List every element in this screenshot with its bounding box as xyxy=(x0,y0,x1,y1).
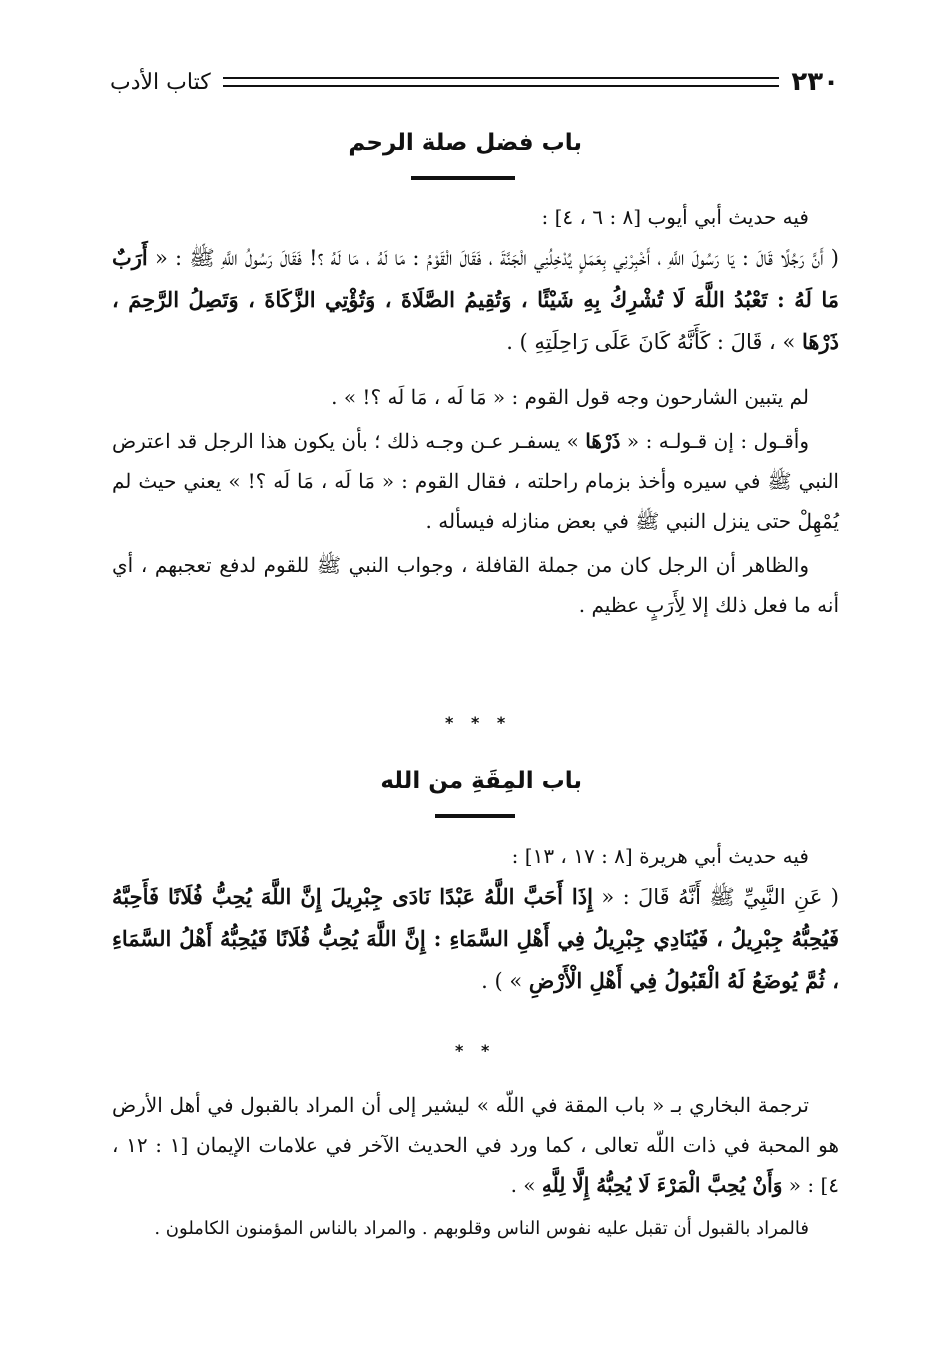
section1-body xyxy=(112,197,839,625)
section1-intro: فيه حديث أبي أيوب [٨ : ٦ ، ٤] : xyxy=(541,205,809,229)
section2-comment-2: فالمراد بالقبول أن تقبل عليه نفوس الناس وقلوبهم . والمراد بالناس المؤمنون الكاملون . xyxy=(154,1218,809,1239)
section2-comment-1 xyxy=(112,1085,839,1205)
section2-title-rule xyxy=(435,814,515,818)
section1-title: باب فضل صلة الرحم xyxy=(348,130,582,156)
section2-commentary xyxy=(112,1085,839,1249)
running-header xyxy=(110,62,839,102)
book-title: كتاب الأدب xyxy=(110,69,211,95)
header-double-rule xyxy=(223,77,780,87)
comment-text: » يسفـر عـن وجـه ذلك ؛ بأن يكون هذا الرجل قد اعترض النبي ﷺ في سيره وأخذ بزمام راحلته ، فقال القوم : « مَا لَه ، مَا لَه ؟! » يعني حيث لم يُمْهِلْ حتى ينزل النبي ﷺ في بعض منازله فيسأله . xyxy=(112,429,839,533)
comment-quoted-hadith: وَأَنْ يُحِبَّ الْمَرْءَ لَا يُحِبُّهُ إِلَّا لِلَّهِ xyxy=(541,1173,783,1197)
comment-text: » . xyxy=(510,1173,542,1197)
hadith-prophet-words: أَرَبٌ مَا لَهُ : تَعْبُدُ اللَّهَ لَا تُشْرِكُ بِهِ شَيْئًا ، وَتُقِيمُ الصَّلَاةَ ، وَتُؤْتِي الزَّكَاةَ ، وَتَصِلُ الرَّحِمَ ، ذَرْهَا xyxy=(112,245,839,354)
hadith-text: ( عَنِ النَّبِيِّ ﷺ أَنَّهُ قَالَ : « xyxy=(592,885,840,909)
section2-intro: فيه حديث أبي هريرة [٨ : ١٧ ، ١٣] : xyxy=(511,844,809,868)
comment-text: وأقـول : إن قـولـه : « xyxy=(620,429,809,453)
section1-title-rule xyxy=(411,176,515,180)
section-separator: * * * xyxy=(445,713,512,732)
section2-hadith xyxy=(112,876,839,1002)
section1-comment-1: لم يتبين الشارحون وجه قول القوم : « مَا لَه ، مَا لَه ؟! » . xyxy=(331,385,809,409)
section1-hadith xyxy=(112,237,839,363)
comment-text: ترجمة البخاري بـ « باب المقة في اللّه » ليشير إلى أن المراد بالقبول في أهل الأرض هو المحبة في ذات اللّه تعالى ، كما ورد في الحديث الآخر في علامات الإيمان [١ : ١٢ ، ٤] : « xyxy=(112,1093,840,1197)
section2-title: باب المِقَةِ من الله xyxy=(380,768,582,794)
hadith-text: ( أَنَّ رَجُلًا قَالَ : يَا رَسُولَ اللَّهِ ، أَخْبِرْنِي بِعَمَلٍ يُدْخِلُنِي الْجَنَّةَ ، فَقَالَ الْقَوْمُ : مَا لَهُ ، مَا لَهُ ؟! فَقَالَ رَسُولُ اللَّهِ ﷺ : « xyxy=(147,246,839,270)
section1-comment-2 xyxy=(112,421,839,541)
page-number: ٢٣٠ xyxy=(791,67,839,97)
section2-body xyxy=(112,836,839,1002)
comment-quoted-word: ذَرْهَا xyxy=(585,429,621,453)
section-separator: * * xyxy=(455,1041,496,1060)
section1-comment-3: والظاهر أن الرجل كان من جملة القافلة ، وجواب النبي ﷺ للقوم لدفع تعجبهم ، أي أنه ما فعل ذلك إلا لِأَرَبٍ عظيم . xyxy=(112,553,839,617)
hadith-text: » ، قَالَ : كَأَنَّهُ كَانَ عَلَى رَاحِلَتِهِ ) . xyxy=(506,330,803,354)
hadith-prophet-words: إِذَا أَحَبَّ اللَّهُ عَبْدًا نَادَى جِبْرِيلَ إِنَّ اللَّهَ يُحِبُّ فُلَانًا فَأَحِبَّهُ فَيُحِبُّهُ جِبْرِيلُ ، فَيُنَادِي جِبْرِيلُ فِي أَهْلِ السَّمَاءِ : إِنَّ اللَّهَ يُحِبُّ فُلَانًا فَيُحِبُّهُ أَهْلُ السَّمَاءِ ، ثُمَّ يُوضَعُ لَهُ الْقَبُولُ فِي أَهْلِ الْأَرْضِ xyxy=(112,884,839,993)
hadith-text: » ) . xyxy=(481,969,529,993)
